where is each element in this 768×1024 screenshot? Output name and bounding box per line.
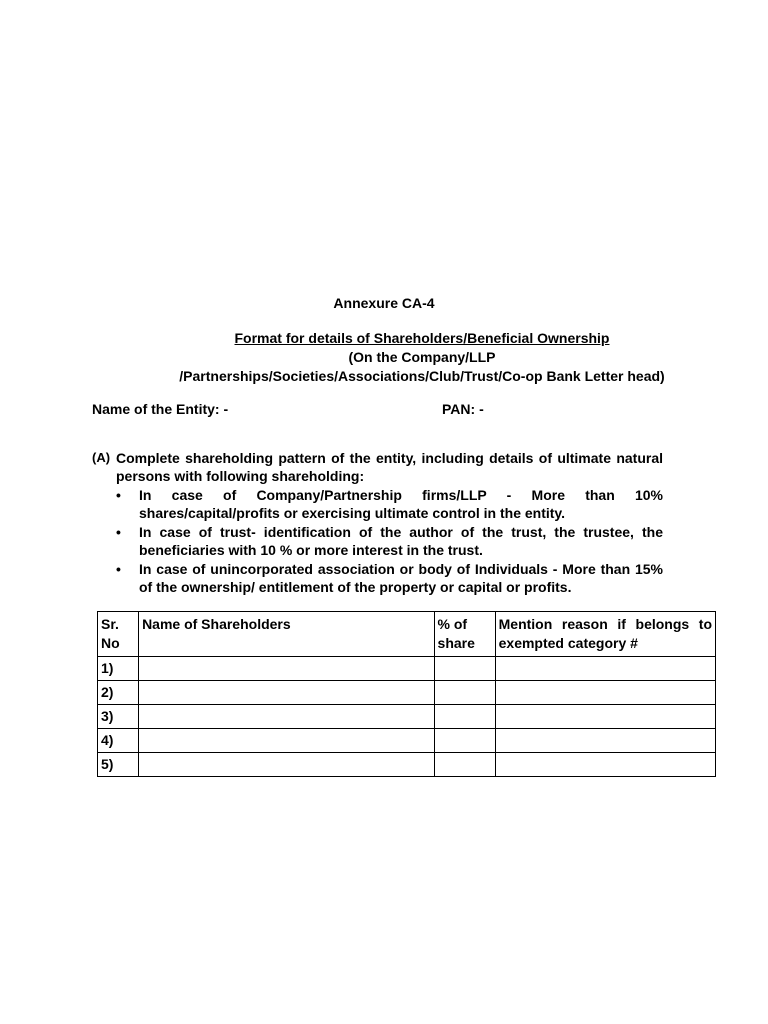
header-reason-text: Mention reason if belongs to exempted category #: [498, 616, 712, 651]
header-sr-no: Sr. No: [98, 612, 139, 657]
shareholding-criteria-list: [92, 486, 663, 596]
section-a: [92, 449, 663, 597]
entity-row: [92, 401, 672, 417]
table-header-row: [98, 612, 716, 657]
header-share: % of share: [434, 612, 495, 657]
list-item-text: In case of unincorporated association or body of Individuals - More than 15% of the ownership/ entitlement of the property or capital or profits.: [139, 561, 663, 595]
shareholder-name-cell[interactable]: [139, 657, 434, 681]
list-item: [92, 486, 663, 522]
header-name: Name of Shareholders: [139, 612, 434, 657]
list-item: [92, 560, 663, 596]
section-a-marker: (A): [92, 450, 111, 465]
table-row: [98, 753, 716, 777]
table-row: [98, 705, 716, 729]
annexure-title: Annexure CA-4: [333, 295, 435, 311]
share-percent-cell[interactable]: [434, 681, 495, 705]
format-subtitle: (On the Company/LLP /Partnerships/Societies/Associations/Club/Trust/Co-op Bank Letter head): [179, 349, 665, 384]
section-a-intro: Complete shareholding pattern of the entity, including details of ultimate natural persons with following shareholding:: [116, 450, 663, 484]
share-percent-cell[interactable]: [434, 729, 495, 753]
list-item-text: In case of Company/Partnership firms/LLP - More than 10% shares/capital/profits or exercising ultimate control in the entity.: [139, 487, 663, 521]
exempt-reason-cell[interactable]: [495, 657, 715, 681]
pan-label: PAN: -: [442, 401, 484, 417]
shareholders-table: [97, 611, 716, 777]
table-row: [98, 681, 716, 705]
bullet-icon: •: [116, 487, 121, 503]
row-number: 5): [98, 753, 139, 777]
shareholder-name-cell[interactable]: [139, 753, 434, 777]
exempt-reason-cell[interactable]: [495, 753, 715, 777]
shareholder-name-cell[interactable]: [139, 729, 434, 753]
row-number: 3): [98, 705, 139, 729]
row-number: 2): [98, 681, 139, 705]
format-title: Format for details of Shareholders/Beneficial Ownership: [234, 330, 610, 346]
shareholder-name-cell[interactable]: [139, 681, 434, 705]
table-row: [98, 657, 716, 681]
bullet-icon: •: [116, 561, 121, 577]
list-item: [92, 523, 663, 559]
entity-name-label: Name of the Entity: -: [92, 401, 229, 417]
header-reason: [495, 612, 715, 657]
share-percent-cell[interactable]: [434, 705, 495, 729]
exempt-reason-cell[interactable]: [495, 705, 715, 729]
bullet-icon: •: [116, 524, 121, 540]
table-row: [98, 729, 716, 753]
row-number: 4): [98, 729, 139, 753]
list-item-text: In case of trust- identification of the author of the trust, the trustee, the beneficiaries with 10 % or more interest in the trust.: [139, 524, 663, 558]
share-percent-cell[interactable]: [434, 657, 495, 681]
exempt-reason-cell[interactable]: [495, 729, 715, 753]
row-number: 1): [98, 657, 139, 681]
exempt-reason-cell[interactable]: [495, 681, 715, 705]
shareholder-name-cell[interactable]: [139, 705, 434, 729]
share-percent-cell[interactable]: [434, 753, 495, 777]
